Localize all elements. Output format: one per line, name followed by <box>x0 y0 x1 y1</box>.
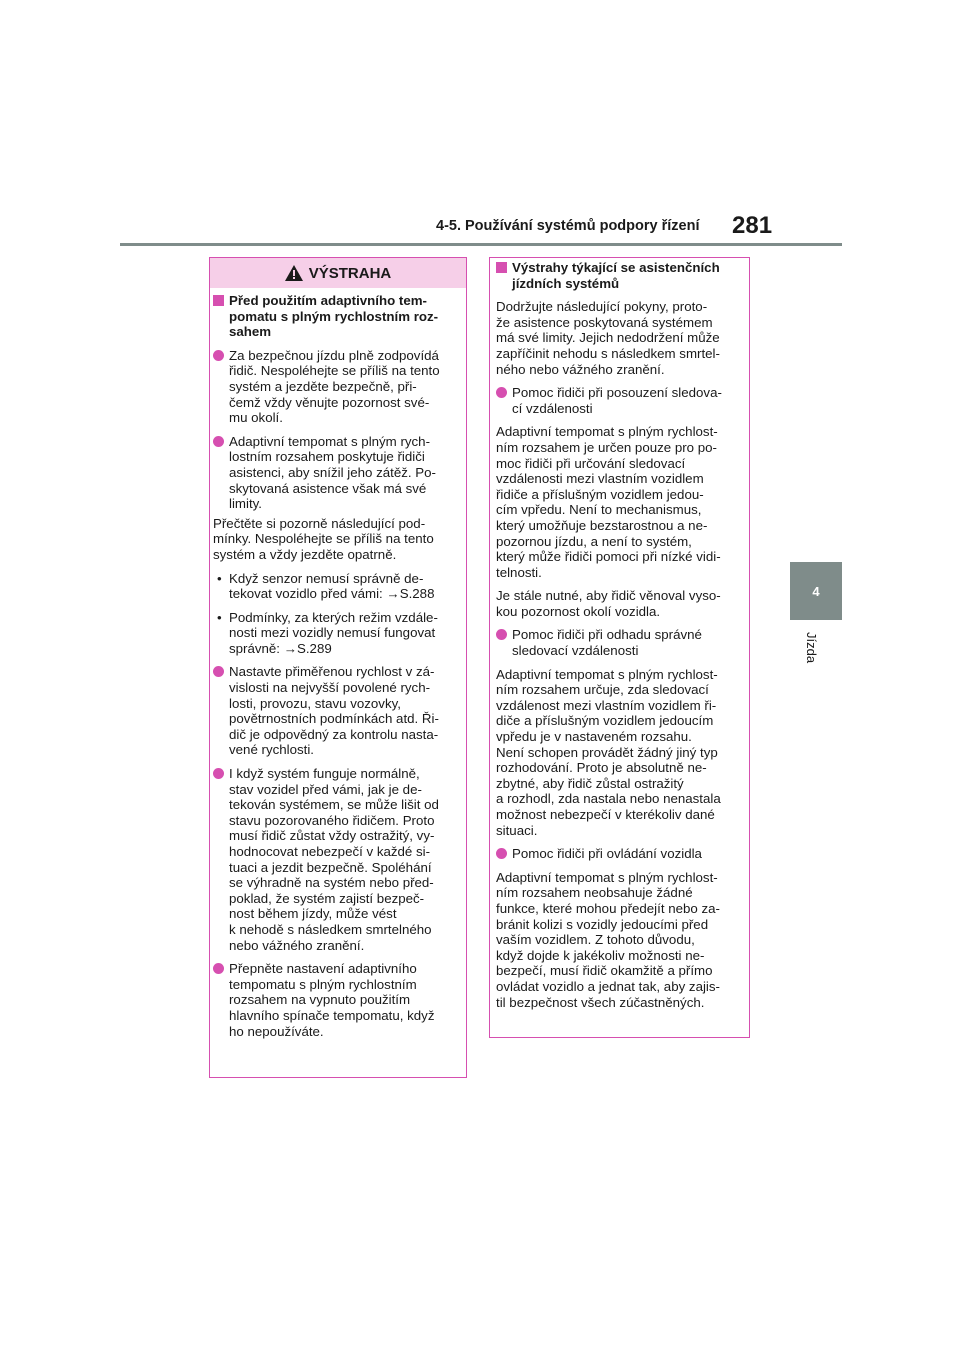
bullet-dot: • <box>217 609 222 625</box>
chapter-title: 4-5. Používání systémů podpory řízení <box>436 218 700 234</box>
sub-bullet-text: Když senzor nemusí správně de- tekovat vozidlo před vámi: →S.288 <box>229 570 435 602</box>
list-item-text: Pomoc řidiči při odhadu správné sledovací vzdálenosti <box>512 627 702 659</box>
warning-content <box>213 293 461 1047</box>
list-item-text: I když systém funguje normálně, stav vozidel před vámi, jak je de- tekován systémem, se může lišit od stavu pozorovaného řidičem. Proto musí řidič zůstat vždy ostražitý, vy- hodnocovat nebezpečí v každé si- tuaci a jezdit bezpečně. Spoléhání se výhradně na systém nebo před- poklad, že systém zajistí bezpeč- nost během jízdy, může vést k nehodě s následkem smrtelného nebo vážného zranění. <box>229 766 439 953</box>
square-bullet-icon <box>213 295 224 306</box>
circle-bullet-icon <box>213 666 224 677</box>
page-number: 281 <box>732 212 773 239</box>
square-bullet-icon <box>496 262 507 273</box>
list-item <box>496 846 742 862</box>
circle-bullet-icon <box>213 350 224 361</box>
section-heading <box>213 293 461 340</box>
circle-bullet-icon <box>496 629 507 640</box>
sub-bullet <box>213 571 461 602</box>
list-item-text: Nastavte přiměřenou rychlost v zá- vislosti na nejvyšší povolené rych- losti, provozu, stavu vozovky, povětrnostních podmínkách atd. Ři- dič je odpovědný za kontrolu nasta- vené rychlosti. <box>229 664 439 758</box>
list-item <box>213 664 461 758</box>
warning-title: VÝSTRAHA <box>308 264 392 282</box>
list-item <box>496 385 742 416</box>
right-content <box>496 260 742 1018</box>
warning-header <box>210 258 466 288</box>
circle-bullet-icon <box>496 848 507 859</box>
paragraph: Je stále nutné, aby řidič věnoval vyso- kou pozornost okolí vozidla. <box>496 588 721 619</box>
list-item-text: Pomoc řidiči při ovládání vozidla <box>512 846 702 862</box>
circle-bullet-icon <box>213 768 224 779</box>
header-divider <box>120 243 842 246</box>
circle-bullet-icon <box>213 963 224 974</box>
sub-bullet <box>213 610 461 657</box>
section-heading-text: Výstrahy týkající se asistenčních jízdních systémů <box>512 260 720 291</box>
list-item <box>213 961 461 1039</box>
circle-bullet-icon <box>213 436 224 447</box>
list-item-text: Adaptivní tempomat s plným rych- lostním rozsahem poskytuje řidiči asistenci, aby snížil jeho zátěž. Po- skytovaná asistence však má své limity. <box>229 433 436 512</box>
bullet-dot: • <box>217 570 222 586</box>
paragraph: Přečtěte si pozorně následující pod- mínky. Nespoléhejte se příliš na tento systém a vždy jezděte opatrně. <box>213 515 434 562</box>
chapter-tab-number: 4 <box>812 583 820 599</box>
paragraph: Adaptivní tempomat s plným rychlost- ním rozsahem je určen pouze pro po- moc řidiči při určování sledovací vzdálenosti mezi vlastním vozidlem řidiče a příslušným vozidlem jedou- cím vpředu. Není to mechanismus, který umožňuje bezstarostnou a ne- pozornou jízdu, a není to systém, který může řidiči pomoci při nízké vidi- telnosti. <box>496 424 721 580</box>
list-item-text: Za bezpečnou jízdu plně zodpovídá řidič. Nespoléhejte se příliš na tento systém a jezděte bezpečně, při- čemž vždy věnujte pozornost své- mu okolí. <box>229 347 440 426</box>
list-item-text: Pomoc řidiči při posouzení sledova- cí vzdálenosti <box>512 385 722 416</box>
paragraph: Adaptivní tempomat s plným rychlost- ním rozsahem neobsahuje žádné funkce, které mohou předejít nebo za- bránit kolizi s vozidly jedoucími před vaším vozidlem. Z tohoto důvodu, když dojde k jakékoliv možnosti ne- bezpečí, musí řidič okamžitě a přímo ovládat vozidlo a jednat tak, aby zajis- til bezpečnost všech zúčastněných. <box>496 869 720 1010</box>
chapter-tab[interactable] <box>790 562 842 620</box>
circle-bullet-icon <box>496 387 507 398</box>
sub-bullet-text: Podmínky, za kterých režim vzdále- nosti mezi vozidly nemusí fungovat správně: →S.289 <box>229 609 438 656</box>
section-heading <box>496 260 742 291</box>
list-item <box>213 766 461 953</box>
list-item <box>213 348 461 426</box>
paragraph: Adaptivní tempomat s plným rychlost- ním rozsahem určuje, zda sledovací vzdálenost mezi vlastním vozidlem ři- diče a příslušným vozidlem jedoucím vpředu je v nastaveném rozsahu. Není schopen provádět žádný jiný typ rozhodování. Proto je absolutně ne- zbytné, aby řidič zůstal ostražitý a rozhodl, zda nastala nebo nenastala možnost nebezpečí v kterékoliv dané situaci. <box>496 666 721 838</box>
chapter-tab-label: Jízda <box>804 632 819 664</box>
warning-triangle-icon <box>285 265 303 281</box>
list-item <box>496 627 742 658</box>
paragraph: Dodržujte následující pokyny, proto- že asistence poskytovaná systémem má své limity. Jejich nedodržení může zapříčinit nehodu s následkem smrtel- ného nebo vážného zranění. <box>496 299 720 377</box>
list-item-text: Přepněte nastavení adaptivního tempomatu s plným rychlostním rozsahem na vypnuto použitím hlavního spínače tempomatu, když ho nepoužíváte. <box>229 961 435 1039</box>
list-item <box>213 434 461 512</box>
section-heading-text: Před použitím adaptivního tem- pomatu s plným rychlostním roz- sahem <box>229 293 439 340</box>
